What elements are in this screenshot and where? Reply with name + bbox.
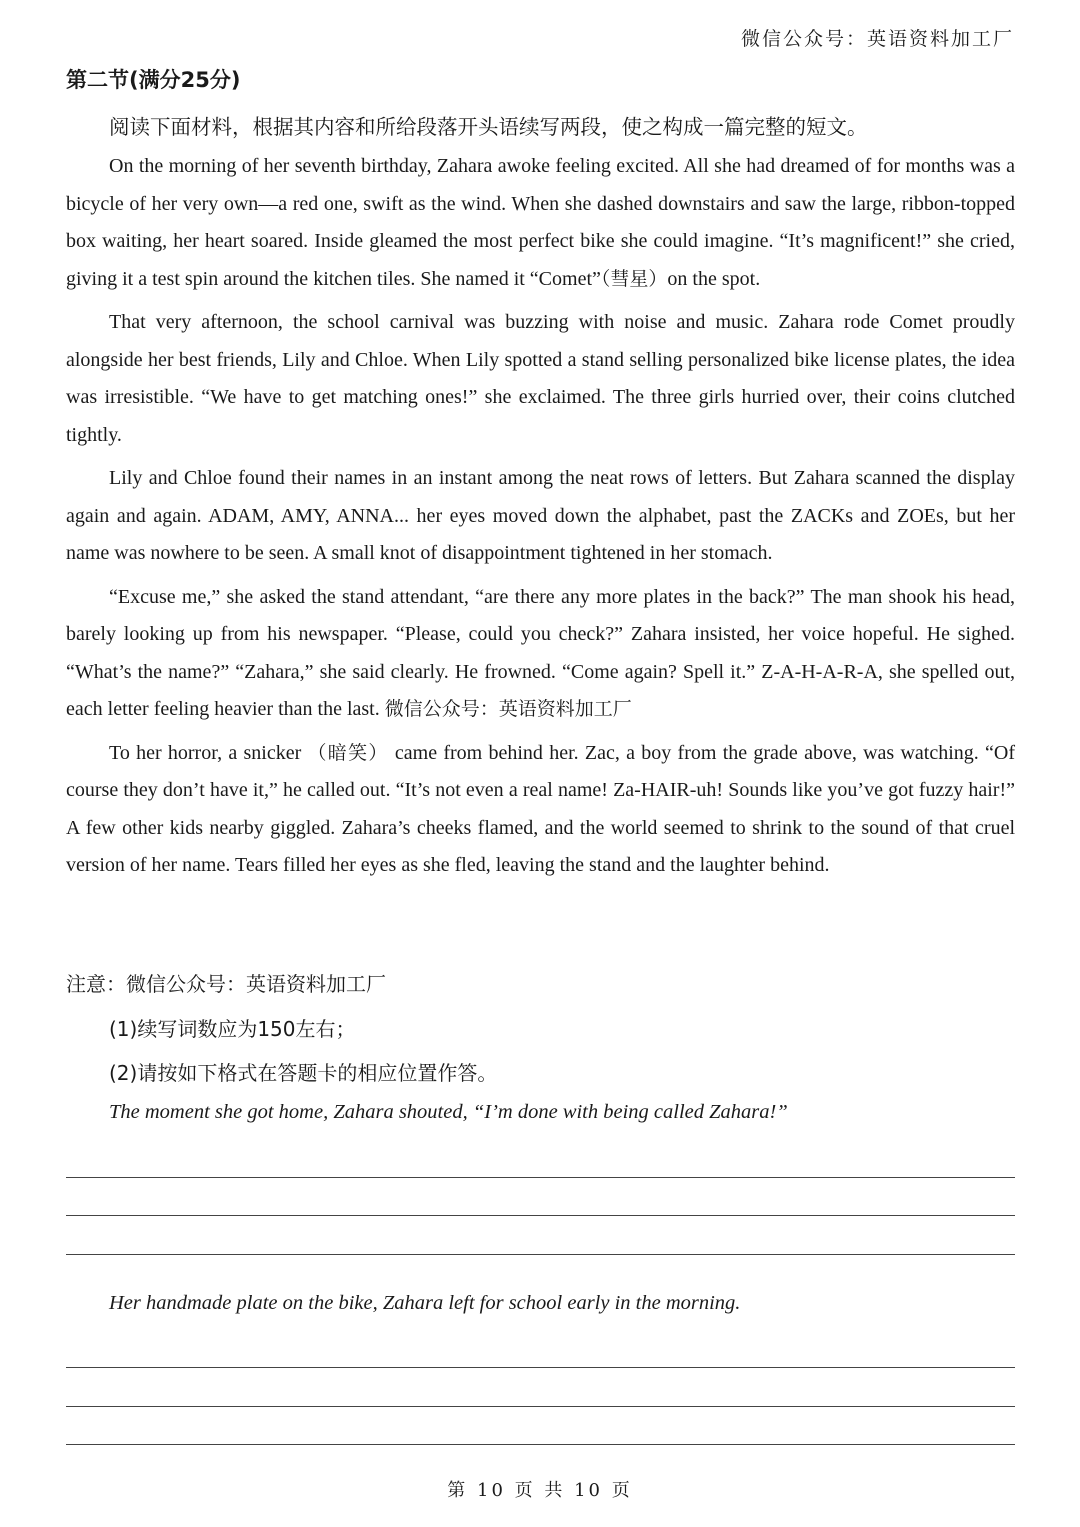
answer-line [66, 1367, 1015, 1368]
story-paragraph-2: That very afternoon, the school carnival was buzzing with noise and music. Zahara rode Comet proudly alongside her best friends, Lily and Chloe. When Lily spotted a stand selling personalized bike license plates, the idea was irresistible. “We have to get matching ones!” she exclaimed. The three girls hurried over, their coins clutched tightly. [66, 311, 1015, 446]
continuation-prompt-1: The moment she got home, Zahara shouted, “I’m done with being called Zahara!” [109, 1101, 788, 1123]
story-paragraph-5-text: came from behind her. Zac, a boy from the grade above, was watching. “Of course they don’t have it,” he called out. “It’s not even a real name! Za-HAIR-uh! Sounds like you’ve got fuzzy hair!” A few other kids nearby giggled. Zahara’s cheeks flamed, and the world seemed to shrink to the sound of that cruel version of her name. Tears filled her eyes as she fled, leaving the stand and the laughter behind. [66, 741, 1016, 876]
section-title: 第二节(满分25分) [66, 68, 241, 92]
story-paragraph-5 [66, 735, 1015, 885]
note-word-count: (1)续写词数应为150左右； [109, 1017, 356, 1041]
inline-watermark: 微信公众号：英语资料加工厂 [384, 698, 632, 720]
answer-line [66, 1215, 1015, 1216]
story-paragraph-1 [66, 148, 1015, 298]
gloss-comet: （彗星） [600, 267, 668, 290]
task-instruction: 阅读下面材料，根据其内容和所给段落开头语续写两段，使之构成一篇完整的短文。 [109, 115, 868, 139]
story-paragraph-1-text: On the morning of her seventh birthday, Zahara awoke feeling excited. All she had dreamed of for months was a bicycle of her very own—a red one, swift as the wind. When she dashed downstairs and saw the large, ribbon-topped box waiting, her heart soared. Inside gleamed the most perfect bike she could imagine. “It’s magnificent!” she cried, giving it a test spin around the kitchen tiles. She named it “Comet” [66, 155, 1015, 290]
story-paragraph-3: Lily and Chloe found their names in an instant among the neat rows of letters. But Zahara scanned the display again and again. ADAM, AMY, ANNA... her eyes moved down the alphabet, past the ZACKs and ZOEs, but her name was nowhere to be seen. A small knot of disappointment tightened in her stomach. [66, 467, 1015, 564]
notes-section [66, 964, 1015, 1095]
story-paragraph-4 [66, 579, 1015, 729]
note-format: (2)请按如下格式在答题卡的相应位置作答。 [109, 1061, 498, 1085]
story-paragraph-4-text: “Excuse me,” she asked the stand attendant, “are there any more plates in the back?” The man shook his head, barely looking up from his newspaper. “Please, could you check?” Zahara insisted, her voice hopeful. He sighed. “What’s the name?” “Zahara,” she said clearly. He frowned. “Come again? Spell it.” Z-A-H-A-R-A, she spelled out, each letter feeling heavier than the last. [66, 585, 1015, 720]
header-watermark: 微信公众号：英语资料加工厂 [740, 28, 1014, 50]
notes-heading: 注意：微信公众号：英语资料加工厂 [66, 972, 386, 996]
answer-line [66, 1406, 1015, 1407]
story-paragraph-5-start: To her horror, a snicker [109, 741, 302, 764]
page-number: 第 10 页 共 10 页 [447, 1480, 633, 1501]
continuation-prompt-2: Her handmade plate on the bike, Zahara left for school early in the morning. [109, 1292, 741, 1314]
story-text [66, 148, 1015, 885]
story-paragraph-1-end: on the spot. [667, 267, 761, 290]
gloss-snicker: （暗笑） [307, 741, 389, 764]
answer-line [66, 1444, 1015, 1445]
answer-line [66, 1177, 1015, 1178]
answer-line [66, 1254, 1015, 1255]
